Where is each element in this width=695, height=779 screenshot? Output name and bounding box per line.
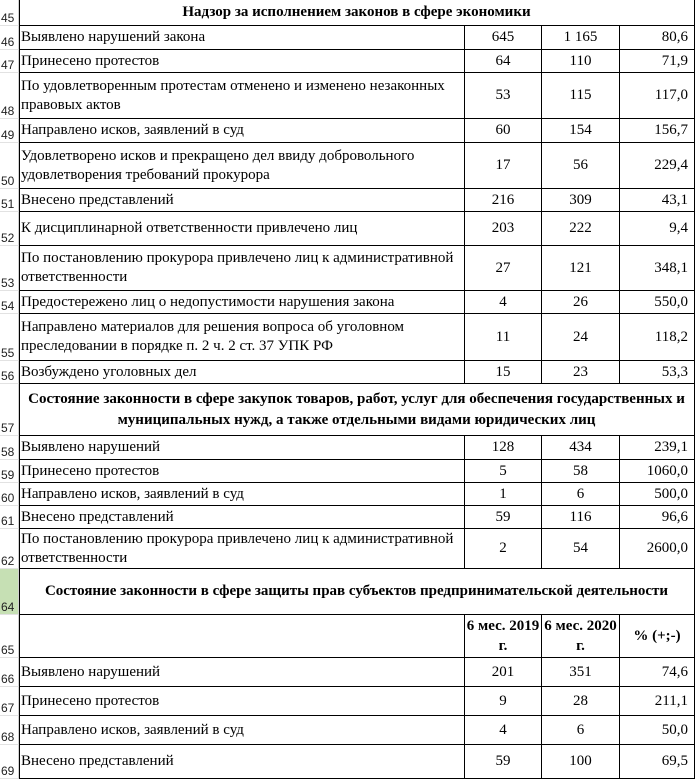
value-percent[interactable]: 43,1 (620, 189, 695, 212)
value-2019[interactable]: 2 (465, 529, 542, 569)
value-percent[interactable]: 2600,0 (620, 529, 695, 569)
value-percent[interactable]: 9,4 (620, 212, 695, 246)
value-2019[interactable]: 4 (465, 291, 542, 314)
value-2019[interactable]: 15 (465, 361, 542, 384)
section-title[interactable]: Состояние законности в сфере защиты прав субъектов предпринимательской деятельности (19, 569, 695, 615)
row-header[interactable]: 52 (0, 212, 19, 246)
value-2020[interactable]: 6 (542, 716, 620, 745)
value-2020[interactable]: 28 (542, 687, 620, 716)
header-blank-cell[interactable] (19, 615, 465, 658)
value-percent[interactable]: 1060,0 (620, 460, 695, 483)
row-header[interactable]: 53 (0, 246, 19, 291)
value-2020[interactable]: 24 (542, 314, 620, 361)
value-percent[interactable]: 80,6 (620, 26, 695, 50)
value-2020[interactable]: 100 (542, 745, 620, 779)
value-percent[interactable]: 71,9 (620, 50, 695, 73)
value-2019[interactable]: 5 (465, 460, 542, 483)
indicator-label[interactable]: Внесено представлений (19, 189, 465, 212)
row-header[interactable]: 51 (0, 189, 19, 212)
row-header[interactable]: 58 (0, 436, 19, 460)
value-percent[interactable]: 117,0 (620, 73, 695, 119)
value-2020[interactable]: 54 (542, 529, 620, 569)
row-header[interactable]: 50 (0, 143, 19, 189)
row-header[interactable]: 54 (0, 291, 19, 314)
indicator-label[interactable]: Возбуждено уголовных дел (19, 361, 465, 384)
row-header[interactable]: 65 (0, 615, 19, 658)
value-percent[interactable]: 96,6 (620, 506, 695, 529)
column-header-percent[interactable]: % (+;-) (620, 615, 695, 658)
row-header[interactable]: 48 (0, 73, 19, 119)
value-2020[interactable]: 1 165 (542, 26, 620, 50)
value-percent[interactable]: 53,3 (620, 361, 695, 384)
value-percent[interactable]: 348,1 (620, 246, 695, 291)
indicator-label[interactable]: Удовлетворено исков и прекращено дел ввиду добровольного удовлетворения требований прокурора (19, 143, 465, 189)
value-percent[interactable]: 500,0 (620, 483, 695, 506)
value-percent[interactable]: 156,7 (620, 119, 695, 143)
indicator-label[interactable]: Выявлено нарушений (19, 658, 465, 687)
indicator-label[interactable]: Направлено исков, заявлений в суд (19, 119, 465, 143)
value-2019[interactable]: 9 (465, 687, 542, 716)
value-percent[interactable]: 550,0 (620, 291, 695, 314)
value-2019[interactable]: 128 (465, 436, 542, 460)
indicator-label[interactable]: Направлено исков, заявлений в суд (19, 483, 465, 506)
indicator-label[interactable]: Предостережено лиц о недопустимости нарушения закона (19, 291, 465, 314)
row-header[interactable]: 45 (0, 0, 19, 26)
value-2019[interactable]: 4 (465, 716, 542, 745)
value-2019[interactable]: 27 (465, 246, 542, 291)
value-2019[interactable]: 201 (465, 658, 542, 687)
indicator-label[interactable]: Принесено протестов (19, 687, 465, 716)
row-header[interactable]: 64 (0, 569, 19, 615)
indicator-label[interactable]: Внесено представлений (19, 745, 465, 779)
value-2019[interactable]: 59 (465, 506, 542, 529)
indicator-label[interactable]: По постановлению прокурора привлечено лиц к административной ответственности (19, 246, 465, 291)
column-header-2019[interactable]: 6 мес. 2019 г. (465, 615, 542, 658)
value-2020[interactable]: 351 (542, 658, 620, 687)
row-header[interactable]: 68 (0, 716, 19, 745)
value-2020[interactable]: 121 (542, 246, 620, 291)
value-2020[interactable]: 23 (542, 361, 620, 384)
value-2020[interactable]: 56 (542, 143, 620, 189)
value-2019[interactable]: 1 (465, 483, 542, 506)
indicator-label[interactable]: По постановлению прокурора привлечено лиц к административной ответственности (19, 529, 465, 569)
section-title[interactable]: Состояние законности в сфере закупок товаров, работ, услуг для обеспечения государственных и муниципальных нужд, а также отдельными видами юридических лиц (19, 384, 695, 436)
row-header[interactable]: 46 (0, 26, 19, 50)
value-2020[interactable]: 434 (542, 436, 620, 460)
row-header[interactable]: 55 (0, 314, 19, 361)
row-header[interactable]: 67 (0, 687, 19, 716)
value-2020[interactable]: 6 (542, 483, 620, 506)
indicator-label[interactable]: Выявлено нарушений (19, 436, 465, 460)
indicator-label[interactable]: Принесено протестов (19, 460, 465, 483)
table-left-border (19, 0, 20, 779)
value-2019[interactable]: 11 (465, 314, 542, 361)
indicator-label[interactable]: Принесено протестов (19, 50, 465, 73)
value-2020[interactable]: 154 (542, 119, 620, 143)
value-2019[interactable]: 203 (465, 212, 542, 246)
row-header[interactable]: 56 (0, 361, 19, 384)
value-2020[interactable]: 26 (542, 291, 620, 314)
row-header[interactable]: 62 (0, 529, 19, 569)
value-percent[interactable]: 74,6 (620, 658, 695, 687)
value-2020[interactable]: 58 (542, 460, 620, 483)
value-2019[interactable]: 59 (465, 745, 542, 779)
value-2019[interactable]: 60 (465, 119, 542, 143)
row-header[interactable]: 60 (0, 483, 19, 506)
value-2019[interactable]: 17 (465, 143, 542, 189)
row-header[interactable]: 66 (0, 658, 19, 687)
value-2019[interactable]: 53 (465, 73, 542, 119)
value-2020[interactable]: 222 (542, 212, 620, 246)
row-header[interactable]: 61 (0, 506, 19, 529)
section-title[interactable]: Надзор за исполнением законов в сфере экономики (19, 0, 695, 26)
value-2019[interactable]: 645 (465, 26, 542, 50)
value-2019[interactable]: 216 (465, 189, 542, 212)
indicator-label[interactable]: По удовлетворенным протестам отменено и изменено незаконных правовых актов (19, 73, 465, 119)
row-header[interactable]: 57 (0, 384, 19, 436)
indicator-label[interactable]: Направлено материалов для решения вопроса об уголовном преследовании в порядке п. 2 ч. 2 ст. 37 УПК РФ (19, 314, 465, 361)
value-2020[interactable]: 309 (542, 189, 620, 212)
indicator-label[interactable]: К дисциплинарной ответственности привлечено лиц (19, 212, 465, 246)
value-percent[interactable]: 211,1 (620, 687, 695, 716)
row-header[interactable]: 59 (0, 460, 19, 483)
indicator-label[interactable]: Направлено исков, заявлений в суд (19, 716, 465, 745)
value-percent[interactable]: 118,2 (620, 314, 695, 361)
indicator-label[interactable]: Выявлено нарушений закона (19, 26, 465, 50)
indicator-label[interactable]: Внесено представлений (19, 506, 465, 529)
value-percent[interactable]: 69,5 (620, 745, 695, 779)
value-2020[interactable]: 116 (542, 506, 620, 529)
value-percent[interactable]: 229,4 (620, 143, 695, 189)
row-header[interactable]: 49 (0, 119, 19, 143)
column-header-2020[interactable]: 6 мес. 2020 г. (542, 615, 620, 658)
value-percent[interactable]: 239,1 (620, 436, 695, 460)
value-2020[interactable]: 110 (542, 50, 620, 73)
value-2019[interactable]: 64 (465, 50, 542, 73)
row-header[interactable]: 69 (0, 745, 19, 779)
row-header[interactable]: 47 (0, 50, 19, 73)
value-2020[interactable]: 115 (542, 73, 620, 119)
value-percent[interactable]: 50,0 (620, 716, 695, 745)
